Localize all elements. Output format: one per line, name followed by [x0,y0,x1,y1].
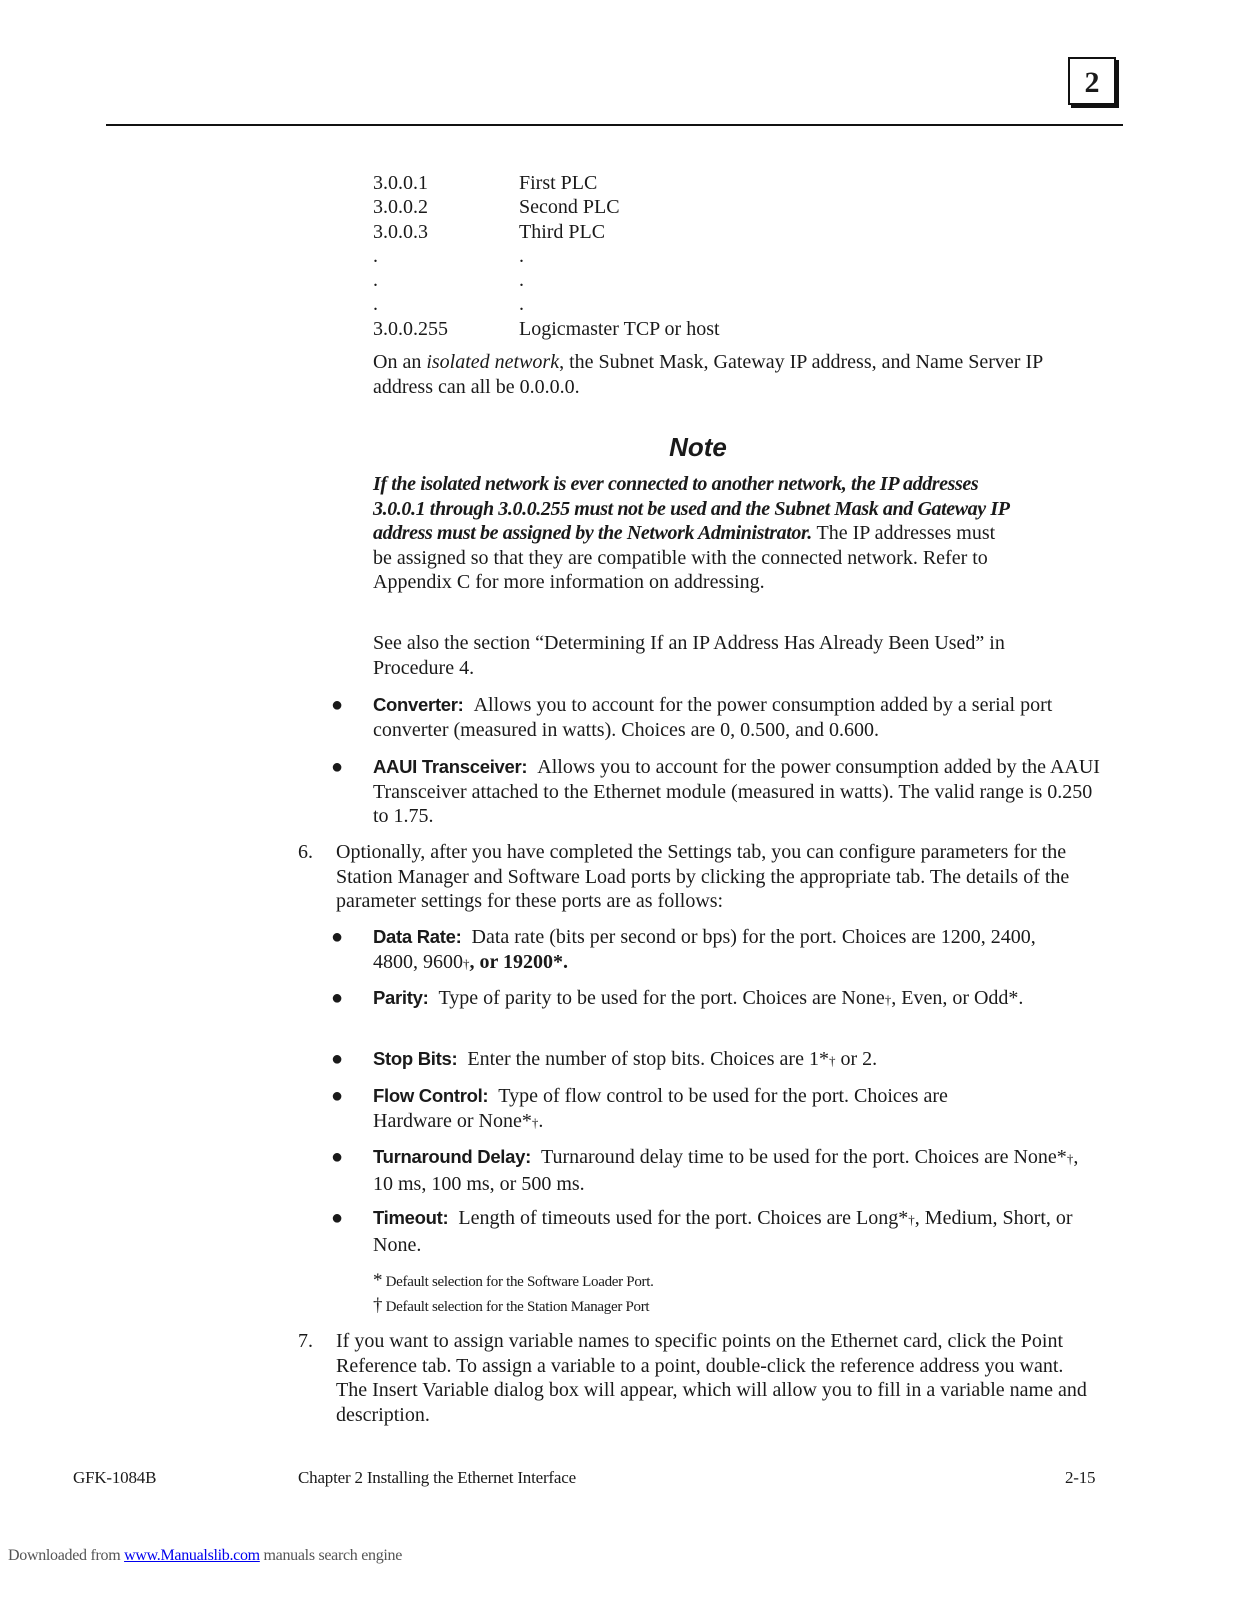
bullet-icon: ● [331,756,344,778]
bullet-data-rate: ● Data Rate: Data rate (bits per second or bps) for the port. Choices are 1200, 2400, 4800, 9600†, or 19200*. [331,926,1036,973]
footnote-text: Default selection for the Station Manager Port [382,1299,650,1315]
bullet-term: Timeout: [373,1207,449,1228]
bullet-icon: ● [331,1085,344,1107]
footer-chapter: Chapter 2 Installing the Ethernet Interface [298,1468,576,1487]
header-rule [106,124,1123,126]
step-text: If you want to assign variable names to specific points on the Ethernet card, click the Point Reference tab. To assign a variable to a point, double-click the reference address you want. The Insert Variable dialog box will appear, which will allow you to fill in a variable name and description. [336,1330,1087,1426]
dagger-mark: † [463,955,470,971]
dagger-mark: † [884,992,892,1007]
footer-doc-id: GFK-1084B [73,1468,157,1487]
bullet-desc: Allows you to account for the power consumption added by the AAUI Transceiver attached to the Ethernet module (measured in watts). The valid range is 0.250 to 1.75. [373,756,1100,827]
bullet-converter [331,693,1101,742]
isolated-network-emphasis: isolated network [426,351,560,373]
bullet-stop-bits: ● Stop Bits: Enter the number of stop bits. Choices are 1*† or 2. [331,1048,878,1070]
note-plain-text: The IP addresses must be assigned so that they are compatible with the connected network. Refer to Appendix C for more information on addressing. [373,522,996,593]
address-ip: 3.0.0.1 [373,172,428,194]
address-row [373,268,720,292]
bullet-icon: ● [331,1048,344,1070]
dagger-mark: † [531,1114,539,1130]
footnote-mark: * [373,1270,383,1291]
footer-page-number: 2-15 [1065,1468,1096,1487]
step-number: 7. [298,1330,313,1352]
address-row [373,220,720,244]
isolated-network-paragraph: On an isolated network, the Subnet Mask, Gateway IP address, and Name Server IP address can all be 0.0.0.0. [373,351,1043,398]
bullet-term: Turnaround Delay: [373,1146,531,1167]
address-label: . [519,244,524,267]
address-label: . [519,293,524,316]
bullet-term: Converter: [373,694,464,715]
bullet-icon: ● [331,694,344,716]
step-text: Optionally, after you have completed the Settings tab, you can configure parameters for the Station Manager and Software Load ports by clicking the appropriate tab. The details of the parameter settings for these ports are as follows: [336,841,1070,912]
address-table [373,171,720,341]
bullet-timeout: ● Timeout: Length of timeouts used for the port. Choices are Long*†, Medium, Short, or None. [331,1207,1073,1256]
see-also-paragraph: See also the section “Determining If an IP Address Has Already Been Used” in Procedure 4. [373,632,1005,679]
address-ip: 3.0.0.2 [373,196,428,219]
bullet-icon: ● [331,1146,344,1168]
address-row [373,292,720,316]
address-row [373,195,720,219]
footnote-software-loader [373,1270,654,1292]
address-label: Second PLC [519,196,620,219]
footnote-station-manager [373,1295,649,1317]
address-label: . [519,269,524,292]
address-row [373,244,720,268]
bullet-icon: ● [331,926,344,948]
bullet-flow-control: ● Flow Control: Type of flow control to be used for the port. Choices are Hardware or None*†. [331,1085,948,1132]
dagger-mark: † [1066,1151,1074,1166]
bullet-term: Parity: [373,987,429,1008]
bullet-aaui-transceiver [331,755,1101,829]
bullet-desc: Allows you to account for the power consumption added by a serial port converter (measured in watts). Choices are 0, 0.500, and 0.600. [373,694,1053,741]
step-7 [298,1329,1098,1427]
address-ip: . [373,269,378,292]
bullet-term: Flow Control: [373,1085,489,1106]
address-label: Logicmaster TCP or host [519,317,720,340]
note-title: Note [669,432,727,462]
note-body [373,472,1013,595]
address-label: First PLC [519,172,598,194]
dagger-mark: † [828,1053,836,1068]
step-6 [298,840,1098,914]
note-warning-text: If the isolated network is ever connected to another network, the IP addresses 3.0.0.1 through 3.0.0.255 must not be used and the Subnet Mask and Gateway IP address must be assigned by the Network Administrator. [373,473,1009,544]
address-row [373,171,720,195]
bullet-parity: ● Parity: Type of parity to be used for the port. Choices are None†, Even, or Odd*. [331,987,1024,1009]
chapter-number-box: 2 [1068,57,1116,105]
dagger-mark: † [908,1212,915,1227]
bullet-icon: ● [331,1207,344,1229]
footnote-text: Default selection for the Software Loader Port. [382,1274,654,1290]
address-ip: . [373,244,378,267]
bullet-icon: ● [331,987,344,1009]
step-number: 6. [298,841,313,863]
footnote-mark: † [373,1295,383,1316]
download-credit: Downloaded from www.Manualslib.com manuals search engine [8,1547,403,1564]
address-ip: . [373,293,378,316]
bullet-term: AAUI Transceiver: [373,756,528,777]
address-ip: 3.0.0.255 [373,317,448,340]
bullet-turnaround-delay: ● Turnaround Delay: Turnaround delay time to be used for the port. Choices are None*†, 10 ms, 100 ms, or 500 ms. [331,1146,1079,1195]
address-ip: 3.0.0.3 [373,220,428,243]
address-row [373,317,720,341]
address-label: Third PLC [519,220,606,243]
bullet-term: Data Rate: [373,926,462,947]
bullet-term: Stop Bits: [373,1048,458,1069]
manualslib-link[interactable]: www.Manualslib.com [124,1547,260,1564]
